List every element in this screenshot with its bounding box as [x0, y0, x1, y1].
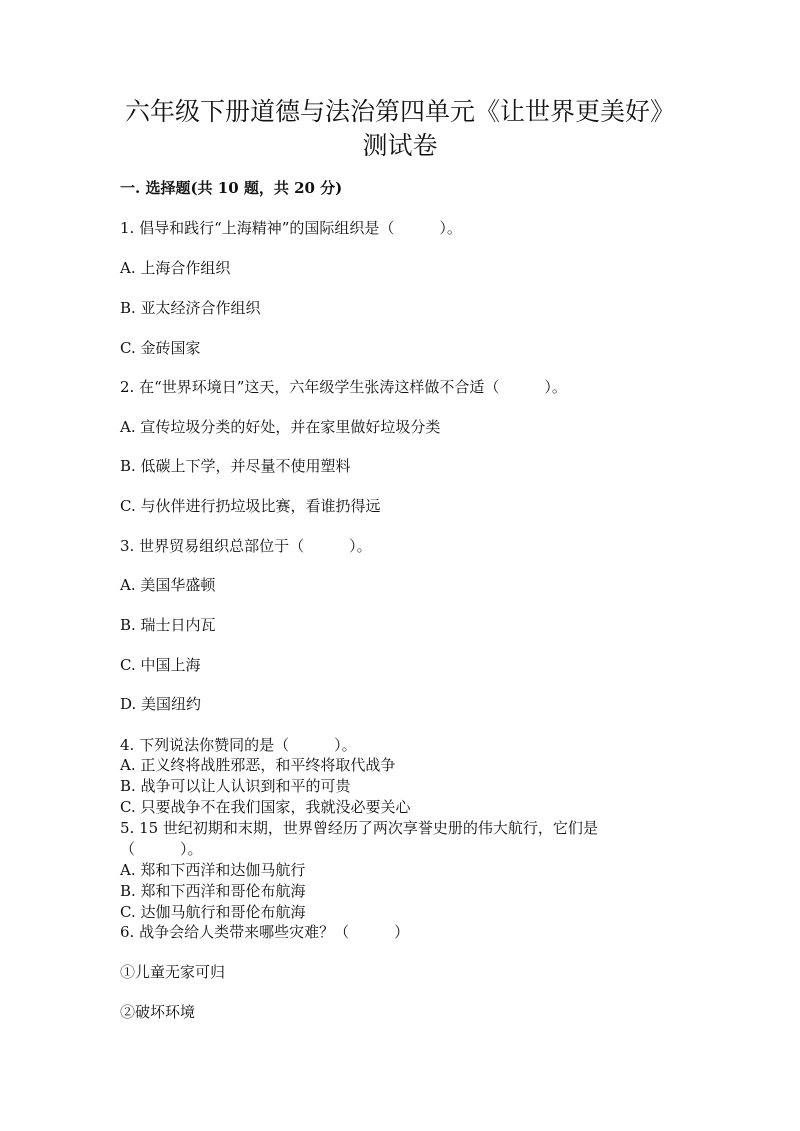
- question-6-item-1: ①儿童无家可归: [120, 963, 226, 981]
- document-title-line2: 测试卷: [362, 131, 438, 160]
- question-3-option-b: B. 瑞士日内瓦: [120, 616, 216, 634]
- question-2-stem: 2. 在“世界环境日”这天，六年级学生张涛这样做不合适（ ）。: [120, 378, 567, 396]
- question-3-option-a: A. 美国华盛顿: [120, 576, 216, 594]
- question-4-option-a: A. 正义终将战胜邪恶，和平终将取代战争: [120, 756, 396, 774]
- question-5-option-a: A. 郑和下西洋和达伽马航行: [120, 861, 306, 879]
- question-3-option-c: C. 中国上海: [120, 656, 201, 674]
- question-4-stem: 4. 下列说法你赞同的是（ ）。: [120, 736, 357, 754]
- question-1-option-c: C. 金砖国家: [120, 339, 201, 357]
- question-5-stem-line2: （ ）。: [120, 840, 203, 858]
- question-5-stem-line1: 5. 15 世纪初期和末期，世界曾经历了两次享誉史册的伟大航行，它们是: [120, 819, 598, 837]
- question-2-option-b: B. 低碳上下学，并尽量不使用塑料: [120, 457, 351, 475]
- question-5-option-c: C. 达伽马航行和哥伦布航海: [120, 903, 306, 921]
- question-3-option-d: D. 美国纽约: [120, 695, 202, 713]
- question-4-option-c: C. 只要战争不在我们国家，我就没必要关心: [120, 798, 411, 816]
- question-5-option-b: B. 郑和下西洋和哥伦布航海: [120, 882, 306, 900]
- question-1-option-a: A. 上海合作组织: [120, 259, 231, 277]
- question-1-option-b: B. 亚太经济合作组织: [120, 299, 261, 317]
- section-heading-multiple-choice: 一. 选择题(共 10 题，共 20 分): [120, 179, 343, 197]
- document-title-line1: 六年级下册道德与法治第四单元《让世界更美好》: [124, 97, 675, 126]
- question-4-option-b: B. 战争可以让人认识到和平的可贵: [120, 777, 351, 795]
- question-2-option-a: A. 宣传垃圾分类的好处，并在家里做好垃圾分类: [120, 418, 441, 436]
- question-6-item-2: ②破坏环境: [120, 1003, 196, 1021]
- question-2-option-c: C. 与伙伴进行扔垃圾比赛，看谁扔得远: [120, 497, 381, 515]
- question-3-stem: 3. 世界贸易组织总部位于（ ）。: [120, 537, 372, 555]
- question-6-stem: 6. 战争会给人类带来哪些灾难？（ ）: [120, 923, 410, 941]
- question-1-stem: 1. 倡导和践行“上海精神”的国际组织是（ ）。: [120, 219, 462, 237]
